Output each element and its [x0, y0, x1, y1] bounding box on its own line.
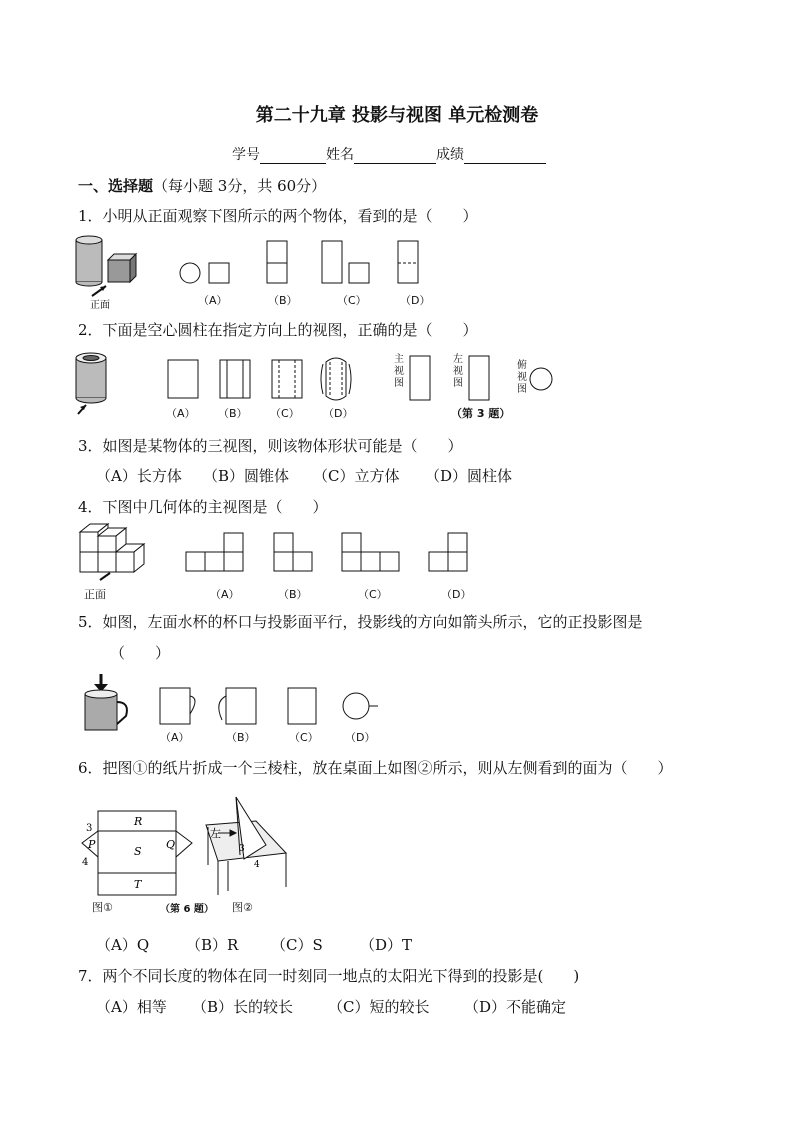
- q7-option-a[interactable]: （A）相等: [96, 998, 167, 1016]
- fig2-label: 图②: [232, 901, 253, 914]
- q7-option-c[interactable]: （C）短的较长: [328, 998, 430, 1016]
- score-label: 成绩: [436, 147, 464, 163]
- net-label-q: Q: [166, 838, 176, 851]
- q5-option-c-figure: [288, 688, 316, 724]
- table-with-prism: [206, 797, 286, 895]
- question-7-stem: 7．两个不同长度的物体在同一时刻同一地点的太阳光下得到的投影是( ): [78, 967, 580, 985]
- q1-option-b[interactable]: （B）: [268, 294, 298, 307]
- question-2-stem: 2．下面是空心圆柱在指定方向上的视图，正确的是（ ）: [78, 321, 478, 339]
- q5-option-c[interactable]: （C）: [289, 731, 319, 744]
- view-label-top: 俯视图: [517, 360, 527, 395]
- q2-option-c[interactable]: （C）: [270, 407, 300, 420]
- q4-option-c[interactable]: （C）: [358, 588, 388, 601]
- q5-option-d[interactable]: （D）: [345, 731, 376, 744]
- net-label-s: S: [134, 845, 142, 858]
- stacked-cubes: [80, 524, 144, 580]
- q2-option-d-figure: [321, 358, 351, 400]
- q5-option-a-figure: [160, 688, 195, 724]
- fig1-label: 图①: [92, 901, 113, 914]
- q1-figure: [70, 232, 450, 312]
- q4-option-b-figure: [274, 533, 312, 571]
- q7-option-b[interactable]: （B）长的较长: [192, 998, 294, 1016]
- fig2-num-4: 4: [254, 860, 260, 870]
- q3-option-d[interactable]: （D）圆柱体: [425, 467, 513, 485]
- q1-front-label: 正面: [90, 300, 110, 311]
- cylinder-and-cube: [76, 236, 136, 296]
- q6-option-b[interactable]: （B）R: [186, 936, 239, 954]
- page-title: 第二十九章 投影与视图 单元检测卷: [255, 105, 539, 126]
- cup-with-arrow: [85, 674, 127, 730]
- q4-front-label: 正面: [84, 588, 106, 601]
- view-label-front: 主视图: [394, 354, 404, 389]
- section-heading: [78, 177, 326, 195]
- q4-option-d[interactable]: （D）: [441, 588, 472, 601]
- q5-option-d-figure: [343, 693, 378, 719]
- q1-option-b-figure: [267, 241, 287, 283]
- section-note: （每小题 3分，共 60分）: [153, 177, 327, 195]
- q4-figure: [74, 522, 474, 582]
- q3-option-a[interactable]: （A）长方体: [96, 467, 182, 485]
- name-blank[interactable]: [354, 149, 436, 164]
- fig2-num-3: 3: [239, 844, 245, 854]
- student-id-blank[interactable]: [260, 149, 326, 164]
- q4-option-b[interactable]: （B）: [278, 588, 308, 601]
- net-label-p: P: [88, 838, 96, 851]
- q5-option-a[interactable]: （A）: [160, 731, 190, 744]
- name-label: 姓名: [326, 147, 354, 163]
- q6-option-d[interactable]: （D）T: [360, 936, 413, 954]
- question-3-stem: 3．如图是某物体的三视图，则该物体形状可能是（ ）: [78, 437, 463, 455]
- question-1-stem: 1．小明从正面观察下图所示的两个物体，看到的是（ ）: [78, 207, 478, 225]
- q2-option-a[interactable]: （A）: [166, 407, 196, 420]
- q5-option-b[interactable]: （B）: [226, 731, 256, 744]
- score-blank[interactable]: [464, 149, 546, 164]
- q3-figure-caption: （第 3 题）: [451, 407, 511, 420]
- question-4-stem: 4．下图中几何体的主视图是（ ）: [78, 498, 328, 516]
- q2-option-b-figure: [220, 360, 250, 398]
- q5-option-b-figure: [219, 688, 256, 724]
- net-label-t: T: [134, 878, 142, 891]
- hollow-cylinder: [76, 353, 106, 414]
- q2-option-c-figure: [272, 360, 302, 398]
- question-5-stem-cont: （ ）: [110, 644, 171, 662]
- question-6-stem: 6．把图①的纸片折成一个三棱柱，放在桌面上如图②所示，则从左侧看到的面为（ ）: [78, 759, 673, 777]
- student-id-label: 学号: [232, 147, 260, 163]
- q1-option-d[interactable]: （D）: [400, 294, 431, 307]
- net-label-r: R: [134, 815, 143, 828]
- q1-option-c[interactable]: （C）: [337, 294, 367, 307]
- q3-option-b[interactable]: （B）圆锥体: [203, 467, 290, 485]
- q3-three-views: [410, 356, 552, 400]
- q1-option-c-figure: [322, 241, 369, 283]
- q5-figure: [76, 672, 386, 732]
- net-label-4: 4: [82, 857, 89, 868]
- q1-option-a[interactable]: （A）: [198, 294, 228, 307]
- fig2-left-label: 左: [210, 827, 221, 840]
- section-title: 一、选择题: [78, 177, 154, 195]
- q2-option-a-figure: [168, 360, 198, 398]
- student-info-line: [232, 146, 546, 164]
- q4-option-d-figure: [429, 533, 467, 571]
- q6-option-a[interactable]: （A）Q: [96, 936, 150, 954]
- q3-option-c[interactable]: （C）立方体: [313, 467, 400, 485]
- q2-option-b[interactable]: （B）: [218, 407, 248, 420]
- q4-option-a-figure: [186, 533, 243, 571]
- q2-option-d[interactable]: （D）: [323, 407, 354, 420]
- q4-option-a[interactable]: （A）: [210, 588, 240, 601]
- net-label-3: 3: [86, 823, 93, 834]
- q1-option-a-figure: [180, 263, 229, 283]
- q4-option-c-figure: [342, 533, 399, 571]
- q1-option-d-figure: [398, 241, 418, 283]
- question-5-stem: 5．如图，左面水杯的杯口与投影面平行，投影线的方向如箭头所示，它的正投影图是: [78, 613, 643, 631]
- q6-figure-caption: （第 6 题）: [160, 904, 214, 915]
- view-label-left: 左视图: [453, 354, 463, 389]
- q7-option-d[interactable]: （D）不能确定: [464, 998, 567, 1016]
- q6-option-c[interactable]: （C）S: [271, 936, 323, 954]
